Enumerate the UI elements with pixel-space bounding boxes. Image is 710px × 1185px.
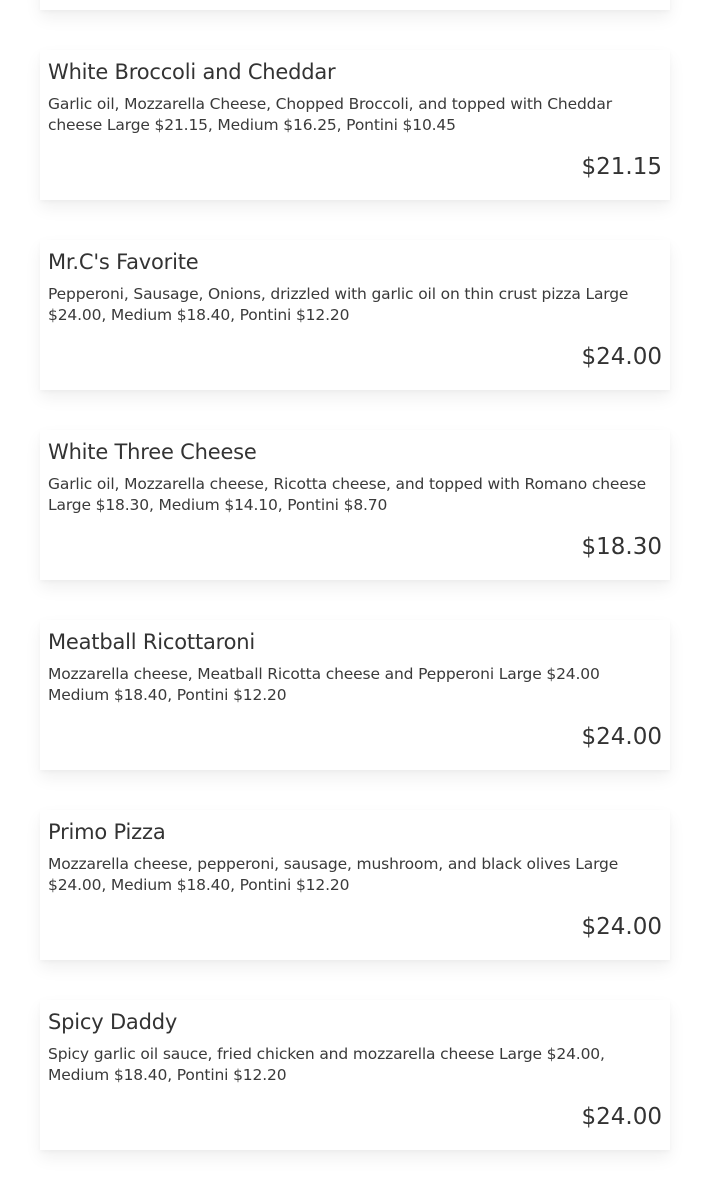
menu-item-description: Mozzarella cheese, pepperoni, sausage, mushroom, and black olives Large $24.00, Medium $18.40, Pontini $12.20 bbox=[48, 855, 619, 894]
menu-item-description: Spicy garlic oil sauce, fried chicken and mozzarella cheese Large $24.00, Medium $18.40, Pontini $12.20 bbox=[48, 1045, 605, 1084]
menu-item-description: Garlic oil, Mozzarella cheese, Ricotta cheese, and topped with Romano cheese Large $18.30, Medium $14.10, Pontini $8.70 bbox=[48, 475, 647, 514]
menu-item-card[interactable] bbox=[40, 430, 670, 580]
menu-item-title: White Broccoli and Cheddar bbox=[48, 60, 336, 84]
menu-item-title: Meatball Ricottaroni bbox=[48, 630, 256, 654]
menu-item-price: $24.00 bbox=[581, 914, 662, 940]
menu-item-title: Mr.C's Favorite bbox=[48, 250, 199, 274]
menu-item-description: Garlic oil, Mozzarella Cheese, Chopped Broccoli, and topped with Cheddar cheese Large $21.15, Medium $16.25, Pontini $10.45 bbox=[48, 95, 612, 134]
menu-item-card[interactable] bbox=[40, 620, 670, 770]
menu-item-description: Mozzarella cheese, Meatball Ricotta cheese and Pepperoni Large $24.00 Medium $18.40, Pontini $12.20 bbox=[48, 665, 600, 704]
menu-item-price: $24.00 bbox=[581, 1104, 662, 1130]
menu-item-card[interactable] bbox=[40, 50, 670, 200]
menu-item-card[interactable] bbox=[40, 240, 670, 390]
menu-item-description: Pepperoni, Sausage, Onions, drizzled with garlic oil on thin crust pizza Large $24.00, Medium $18.40, Pontini $12.20 bbox=[48, 285, 629, 324]
menu-item-card[interactable] bbox=[40, 1000, 670, 1150]
menu-item-title: White Three Cheese bbox=[48, 440, 257, 464]
menu-item-price: $18.30 bbox=[581, 534, 662, 560]
menu-item-price: $24.00 bbox=[581, 724, 662, 750]
menu-item-card[interactable] bbox=[40, 810, 670, 960]
menu-item-price: $21.15 bbox=[581, 154, 662, 180]
menu-item-title: Primo Pizza bbox=[48, 820, 166, 844]
menu-item-card-partial[interactable] bbox=[40, 0, 670, 10]
menu-item-price: $24.00 bbox=[581, 344, 662, 370]
menu-item-title: Spicy Daddy bbox=[48, 1010, 178, 1034]
